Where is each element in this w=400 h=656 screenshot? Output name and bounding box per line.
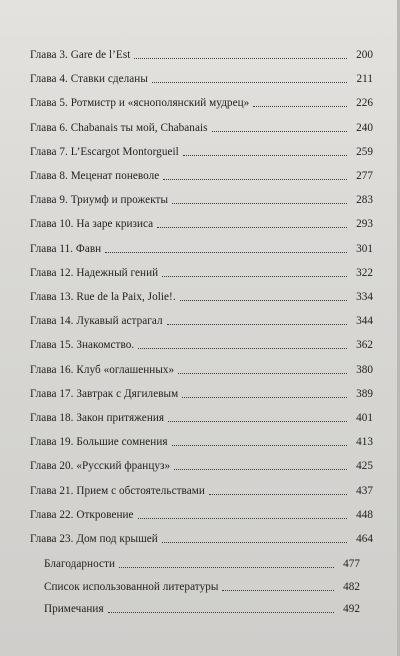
toc-chapter-item xyxy=(30,429,373,449)
toc-entry-title: Примечания xyxy=(44,603,104,616)
dot-leader xyxy=(212,131,347,132)
toc-page-number: 492 xyxy=(343,603,360,616)
toc-entry-title: Глава 16. Клуб «оглашенных» xyxy=(30,363,175,376)
dot-leader xyxy=(152,82,347,83)
toc-page-number: 437 xyxy=(356,484,373,497)
dot-leader xyxy=(119,567,334,568)
toc-backmatter-item xyxy=(44,551,360,571)
toc-page-number: 413 xyxy=(356,436,373,449)
toc-page-number: 464 xyxy=(356,533,373,545)
toc-entry-title: Глава 11. Фавн xyxy=(30,242,102,255)
toc-chapter-item xyxy=(30,139,373,159)
toc-entry-title: Глава 15. Знакомство. xyxy=(30,339,135,352)
dot-leader xyxy=(209,494,347,495)
toc-chapter-item xyxy=(30,502,373,522)
toc-chapter-item xyxy=(30,66,373,86)
toc-entry-title: Глава 4. Ставки сделаны xyxy=(30,73,148,86)
toc-page-number: 380 xyxy=(356,363,373,376)
toc-page-number: 362 xyxy=(356,339,373,352)
toc-page-number: 482 xyxy=(343,580,360,593)
toc-entry-title: Глава 10. На заре кризиса xyxy=(30,218,154,231)
toc-entry-title: Глава 6. Chabanais ты мой, Chabanais xyxy=(30,121,208,134)
dot-leader xyxy=(172,203,347,204)
toc-chapter-item xyxy=(30,332,373,352)
toc-page-number: 389 xyxy=(356,387,373,400)
toc-entry-title: Глава 12. Надежный гений xyxy=(30,266,159,279)
dot-leader xyxy=(172,445,347,446)
dot-leader xyxy=(183,155,347,156)
toc-chapter-item xyxy=(30,115,373,135)
dot-leader xyxy=(180,300,347,301)
toc-page-number: 200 xyxy=(356,49,373,61)
dot-leader xyxy=(178,373,347,374)
dot-leader xyxy=(168,421,347,422)
toc-entry-title: Глава 20. «Русский француз» xyxy=(30,460,171,473)
toc-entry-title: Глава 14. Лукавый астрагал xyxy=(30,315,163,328)
dot-leader xyxy=(138,518,347,519)
toc-entry-title: Глава 7. L’Escargot Montorgueil xyxy=(30,145,179,158)
toc-backmatter-item xyxy=(44,574,360,594)
dot-leader xyxy=(162,542,347,543)
toc-page-number: 301 xyxy=(356,242,373,255)
toc-entry-title: Список использованной литературы xyxy=(44,580,219,593)
toc-chapter-item xyxy=(30,453,373,473)
toc-chapter-item xyxy=(30,526,373,546)
toc-page-number: 293 xyxy=(356,218,373,231)
dot-leader xyxy=(138,348,347,349)
toc-entry-title: Глава 17. Завтрак с Дягилевым xyxy=(30,387,179,400)
dot-leader xyxy=(157,227,347,228)
toc-entry-title: Глава 3. Gare de l’Est xyxy=(30,49,131,61)
toc-entry-title: Глава 23. Дом под крышей xyxy=(30,533,158,545)
dot-leader xyxy=(174,469,347,470)
toc-page-number: 401 xyxy=(356,412,373,424)
toc-chapter-item xyxy=(30,42,373,62)
toc-entry-title: Глава 19. Большие сомнения xyxy=(30,436,168,449)
toc-chapter-item xyxy=(30,284,373,304)
dot-leader xyxy=(163,179,347,180)
toc-page-number: 448 xyxy=(356,508,373,521)
toc-entry-title: Глава 18. Закон притяжения xyxy=(30,412,165,424)
toc-chapter-item xyxy=(30,405,373,425)
toc-page-number: 277 xyxy=(356,170,373,182)
toc-chapter-item xyxy=(30,308,373,328)
toc-chapter-item xyxy=(30,478,373,498)
dot-leader xyxy=(134,58,347,59)
dot-leader xyxy=(162,276,347,277)
toc-page-number: 226 xyxy=(356,97,373,110)
toc-page-number: 283 xyxy=(356,194,373,207)
toc-page-number: 240 xyxy=(356,121,373,134)
toc-page-number: 322 xyxy=(356,266,373,279)
toc-page-number: 334 xyxy=(356,291,373,303)
toc-chapter-item xyxy=(30,357,373,377)
toc-entry-title: Глава 22. Откровение xyxy=(30,508,134,521)
dot-leader xyxy=(182,397,347,398)
toc-chapter-item xyxy=(30,211,373,231)
dot-leader xyxy=(108,612,334,613)
toc-backmatter-item xyxy=(44,596,360,616)
toc-chapter-item xyxy=(30,236,373,256)
toc-page-number: 425 xyxy=(356,460,373,473)
dot-leader xyxy=(253,106,347,107)
toc-chapter-item xyxy=(30,187,373,207)
toc-chapter-item xyxy=(30,163,373,183)
dot-leader xyxy=(105,252,347,253)
toc-entry-title: Глава 8. Меценат поневоле xyxy=(30,170,160,182)
dot-leader xyxy=(167,324,347,325)
toc-entry-title: Глава 21. Прием с обстоятельствами xyxy=(30,484,205,497)
toc-page-number: 211 xyxy=(356,73,373,86)
toc-entry-title: Глава 13. Rue de la Paix, Jolie!. xyxy=(30,291,176,303)
toc-entry-title: Глава 5. Ротмистр и «яснополянский мудрец» xyxy=(30,97,250,110)
toc-entry-title: Благодарности xyxy=(44,558,116,571)
toc-chapter-item xyxy=(30,260,373,280)
toc-page-number: 259 xyxy=(356,145,373,158)
toc-chapter-item xyxy=(30,90,373,110)
toc-entry-title: Глава 9. Триумф и прожекты xyxy=(30,194,169,207)
toc-page-number: 477 xyxy=(343,558,360,571)
toc-page-number: 344 xyxy=(356,315,373,328)
toc-chapter-item xyxy=(30,381,373,401)
dot-leader xyxy=(222,590,334,591)
